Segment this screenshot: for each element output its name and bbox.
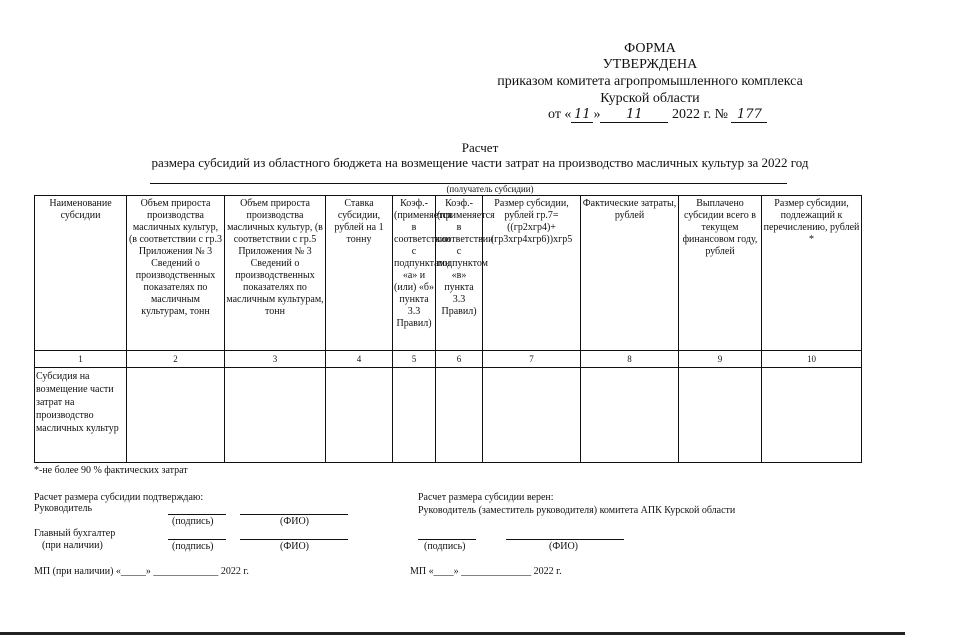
if-any-label: (при наличии) [42,540,103,551]
calc-subtitle: размера субсидий из областного бюджета на возмещение части затрат на производство масличных культур за 2022 год [151,155,809,170]
podpis-caption: (подпись) [424,541,466,552]
fio-line [240,514,348,515]
signature-line [168,514,226,515]
header-cell: Коэф.- (применяется в соответствии с подпунктом «в» пункта 3.3 Правил) [436,196,483,351]
fio-line [240,539,348,540]
table-number-row [35,351,862,368]
right-confirm-text: Расчет размера субсидии верен: [418,492,554,503]
column-number: 4 [326,351,393,368]
date-day: 11 [571,107,593,123]
scan-edge [0,632,905,635]
column-number: 9 [679,351,762,368]
left-confirm-text: Расчет размера субсидии подтверждаю: [34,492,204,503]
header-cell: Объем прироста производства масличных культур, (в соответствии с гр.5 Приложения № 3 Сведений о производственных показателях по масличным культурам, тонн [225,196,326,351]
right-head-label: Руководитель (заместитель руководителя) комитета АПК Курской области [418,505,736,516]
approved-label: УТВЕРЖДЕНА [602,57,698,72]
table-cell[interactable] [762,368,862,463]
fio-caption: (ФИО) [280,541,310,552]
date-month: 11 [600,107,668,123]
stamp-date-left: МП (при наличии) «_____» _____________ 2022 г. [34,566,249,577]
stamp-date-right: МП «____» ______________ 2022 г. [410,566,562,577]
table-cell[interactable] [483,368,581,463]
header-cell: Объем прироста производства масличных культур, (в соответствии с гр.3 Приложения № 3 Сведений о производственных показателях по масличным культурам, тонн [127,196,225,351]
column-number: 10 [762,351,862,368]
table-cell[interactable] [127,368,225,463]
date-mid: » [593,107,601,122]
header-cell: Размер субсидии, подлежащий к перечислению, рублей * [762,196,862,351]
column-number: 6 [436,351,483,368]
podpis-caption: (подпись) [172,516,214,527]
column-number: 7 [483,351,581,368]
table-row [35,368,862,463]
column-number: 5 [393,351,436,368]
header-cell: Коэф.- (применяется в соответствии с подпунктами «а» и (или) «б» пункта 3.3 Правил) [393,196,436,351]
signature-line [168,539,226,540]
footnote: *-не более 90 % фактических затрат [34,465,188,476]
fio-caption: (ФИО) [549,541,579,552]
column-number: 3 [225,351,326,368]
table-cell[interactable] [326,368,393,463]
podpis-caption: (подпись) [172,541,214,552]
row-label: Субсидия на возмещение части затрат на производство масличных культур [35,368,127,463]
date-prefix: от « [548,107,572,122]
table-cell[interactable] [679,368,762,463]
fio-line [506,539,624,540]
header-cell: Фактические затраты, рублей [581,196,679,351]
signature-line [418,539,476,540]
table-cell[interactable] [225,368,326,463]
header-cell: Выплачено субсидии всего в текущем финансовом году, рублей [679,196,762,351]
column-number: 1 [35,351,127,368]
header-cell: Размер субсидии, рублей гр.7=((гр2хгр4)+ (гр3хгр4хгр6))хгр5 [483,196,581,351]
table-header-row [35,196,862,351]
order-line: приказом комитета агропромышленного комплекса [497,74,803,89]
order-number: 177 [731,107,767,123]
column-number: 2 [127,351,225,368]
calc-title: Расчет [461,140,499,155]
region-line: Курской области [600,91,700,106]
chief-accountant-label: Главный бухгалтер [34,528,116,539]
fio-caption: (ФИО) [280,516,310,527]
recipient-caption: (получатель субсидии) [446,184,534,194]
table-cell[interactable] [393,368,436,463]
date-year: 2022 г. № [671,107,728,122]
form-label: ФОРМА [624,41,676,56]
left-head-label: Руководитель [34,503,93,514]
order-date [548,107,767,123]
table-cell[interactable] [581,368,679,463]
subsidy-table [34,195,862,463]
table-cell[interactable] [436,368,483,463]
header-cell: Наименование субсидии [35,196,127,351]
column-number: 8 [581,351,679,368]
header-cell: Ставка субсидии, рублей на 1 тонну [326,196,393,351]
